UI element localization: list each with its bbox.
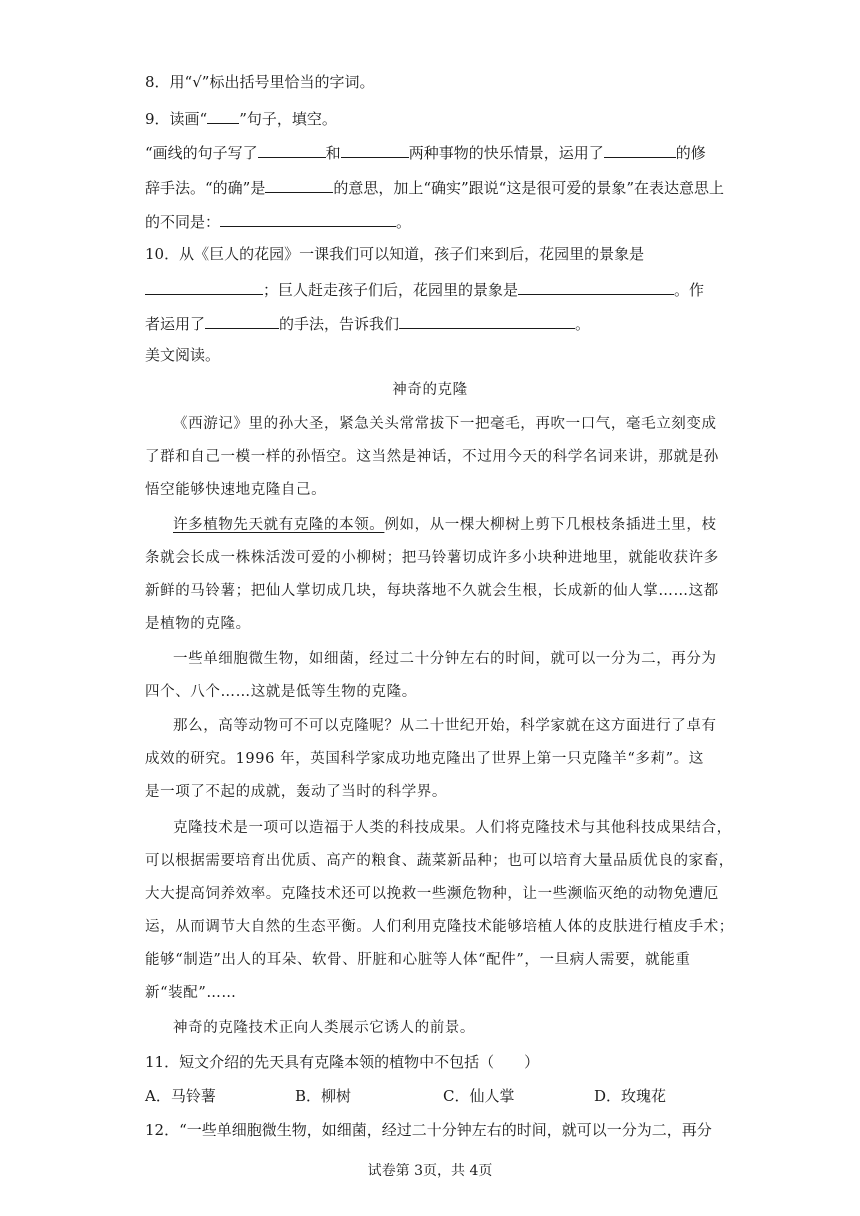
q9-line-2 [145, 176, 724, 198]
q9-title-prefix: 9．读画“ [145, 110, 208, 128]
answer-blank[interactable] [205, 312, 279, 329]
article-line: 能够“制造”出人的耳朵、软骨、肝脏和心脏等人体“配件”，一旦病人需要，就能重 [145, 952, 691, 968]
article-line: 成效的研究。1996 年，英国科学家成功地克隆出了世界上第一只克隆羊“多莉”。这 [145, 751, 704, 767]
article-line: 四个、八个……这就是低等生物的克隆。 [145, 684, 417, 700]
q9-text: 的修 [675, 144, 706, 162]
question-10: 10．从《巨人的花园》一课我们可以知道，孩子们来到后，花园里的景象是 [145, 245, 645, 263]
article-line: 大大提高饲养效率。克隆技术还可以挽救一些濒危物种，让一些濒临灭绝的动物免遭厄 [145, 886, 719, 902]
answer-blank[interactable] [258, 141, 326, 158]
q9-title-blank [207, 107, 239, 124]
article-line: 条就会长成一株株活泼可爱的小柳树；把马铃薯切成许多小块种进地里，就能收获许多 [145, 550, 719, 566]
q9-text: 的不同是： [145, 213, 221, 231]
article-line: 克隆技术是一项可以造福于人类的科技成果。人们将克隆技术与其他科技成果结合， [173, 820, 732, 836]
q9-text: 的意思，加上“确实”跟说“这是很可爱的景象”在表达意思上 [333, 179, 725, 197]
article-line: 一些单细胞微生物，如细菌，经过二十分钟左右的时间，就可以一分为二，再分为 [173, 651, 717, 667]
article-line: 新“装配”…… [145, 985, 237, 1001]
article-line: 那么，高等动物可不可以克隆呢？从二十世纪开始，科学家就在这方面进行了卓有 [173, 718, 717, 734]
answer-blank[interactable] [604, 141, 676, 158]
underlined-sentence: 许多植物先天就有克隆的本领。 [173, 517, 385, 533]
q9-text: 两种事物的快乐情景，运用了 [408, 144, 604, 162]
question-12: 12．“一些单细胞微生物，如细菌，经过二十分钟左右的时间，就可以一分为二，再分 [145, 1121, 712, 1139]
q9-text: 辞手法。“的确”是 [145, 179, 266, 197]
article-line: 悟空能够快速地克隆自己。 [145, 482, 327, 498]
q10-line-3 [145, 312, 590, 334]
answer-blank[interactable] [265, 176, 333, 193]
option-a[interactable]: A．马铃薯 [145, 1087, 216, 1105]
answer-blank[interactable] [145, 278, 263, 295]
article-line: 新鲜的马铃薯；把仙人掌切成几块，每块落地不久就会生根，长成新的仙人掌……这都 [145, 583, 719, 599]
q9-line-3 [145, 210, 411, 232]
article-line: 是植物的克隆。 [145, 616, 251, 632]
q9-text: 和 [325, 144, 341, 162]
question-11: 11．短文介绍的先天具有克隆本领的植物中不包括（ ） [145, 1053, 540, 1071]
page-footer: 试卷第 3页，共 4页 [367, 1163, 493, 1179]
q10-text: 者运用了 [145, 315, 206, 333]
q10-text: ；巨人赶走孩子们后，花园里的景象是 [263, 281, 519, 299]
q9-line-1 [145, 141, 706, 163]
q9-text: “画线的句子写了 [145, 144, 258, 162]
q10-text: 的手法，告诉我们 [279, 315, 400, 333]
answer-blank[interactable] [399, 312, 575, 329]
answer-blank[interactable] [341, 141, 409, 158]
section-label: 美文阅读。 [145, 346, 221, 364]
q10-text: 。作 [674, 281, 705, 299]
question-9-title [145, 107, 337, 129]
article-line: 《西游记》里的孙大圣，紧急关头常常拔下一把毫毛，再吹一口气，毫毛立刻变成 [173, 416, 717, 432]
article-line: 是一项了不起的成就，轰动了当时的科学界。 [145, 784, 447, 800]
q9-text: 。 [396, 213, 412, 231]
question-8: 8．用“√”标出括号里恰当的字词。 [145, 73, 375, 91]
q9-title-suffix: ”句子，填空。 [239, 110, 337, 128]
answer-blank[interactable] [220, 210, 396, 227]
option-d[interactable]: D．玫瑰花 [594, 1087, 667, 1105]
article-line: 了群和自己一模一样的孙悟空。这当然是神话，不过用今天的科学名词来讲，那就是孙 [145, 449, 719, 465]
article-line [173, 515, 717, 535]
article-line: 神奇的克隆技术正向人类展示它诱人的前景。 [173, 1020, 475, 1036]
option-c[interactable]: C．仙人掌 [443, 1087, 515, 1105]
q10-text: 。 [575, 315, 591, 333]
q10-line-2 [145, 278, 704, 300]
article-title: 神奇的克隆 [392, 382, 468, 398]
article-line: 可以根据需要培育出优质、高产的粮食、蔬菜新品种；也可以培育大量品质优良的家畜， [145, 853, 734, 869]
option-b[interactable]: B．柳树 [295, 1087, 352, 1105]
article-line: 运，从而调节大自然的生态平衡。人们利用克隆技术能够培植人体的皮肤进行植皮手术； [145, 919, 734, 935]
article-text: 例如，从一棵大柳树上剪下几根枝条插进土里，枝 [384, 517, 717, 533]
answer-blank[interactable] [518, 278, 674, 295]
